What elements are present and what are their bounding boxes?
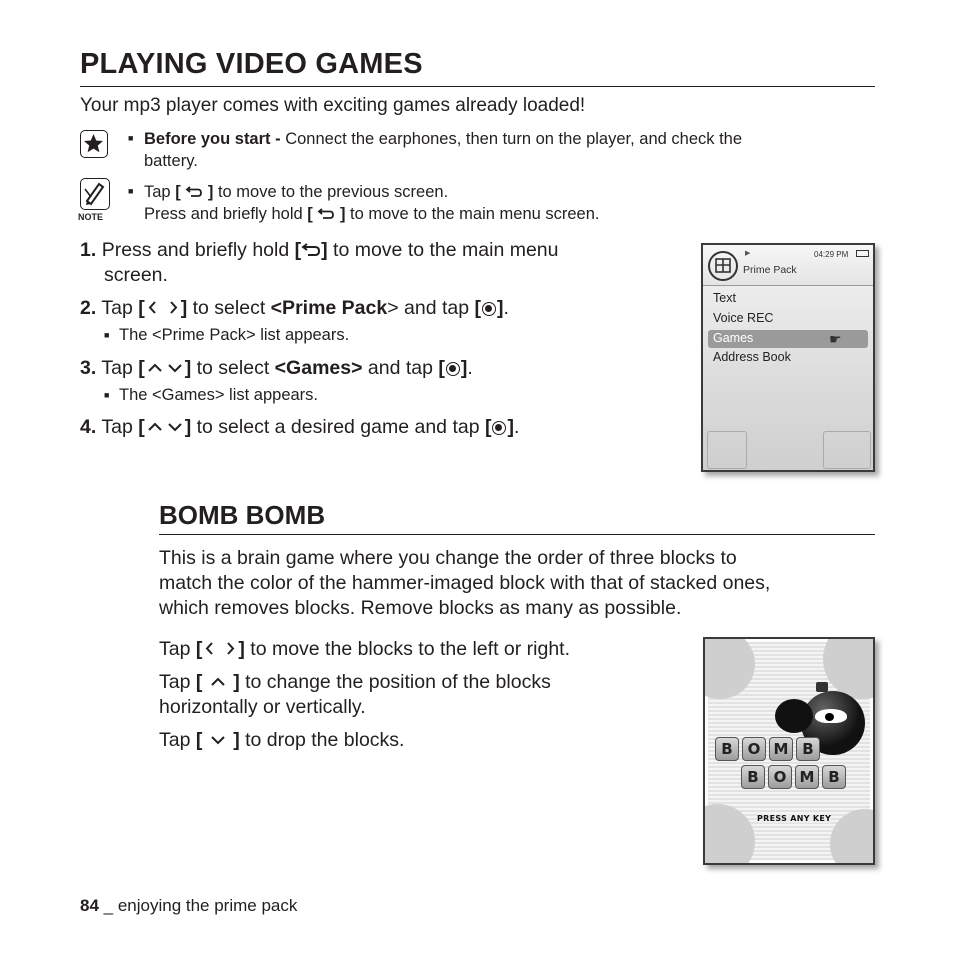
step-1-a: Press and briefly hold: [101, 239, 295, 261]
select-button-ref: [ ]: [484, 416, 514, 438]
step-4-a: Tap: [101, 416, 139, 438]
page-footer: [80, 896, 297, 916]
play-status-icon: ▶: [745, 250, 751, 257]
speaker-decoration: [823, 431, 871, 469]
note-line1-b: to move to the previous screen.: [213, 183, 449, 201]
select-button-ref: [ ]: [474, 297, 504, 319]
section-rule: [159, 534, 875, 535]
note-pencil-icon: [80, 178, 110, 210]
back-button-ref: [ ]: [307, 205, 346, 223]
instr-3-a: Tap: [159, 729, 196, 751]
caution-line2: battery.: [144, 152, 198, 170]
caution-text: [144, 128, 874, 150]
section-title: BOMB BOMB: [159, 500, 326, 530]
logo-tile: M: [769, 737, 793, 761]
step-number: 4.: [80, 416, 97, 438]
step-4-b: to select a desired game and tap: [191, 416, 485, 438]
logo-tile: M: [795, 765, 819, 789]
note-label: NOTE: [78, 212, 104, 222]
desc-line-1: This is a brain game where you change the order of three blocks to: [159, 547, 737, 569]
back-button-ref: [ ]: [294, 239, 328, 261]
instruction-down: [159, 728, 404, 753]
speaker-decoration: [707, 431, 747, 469]
instr-1-a: Tap: [159, 638, 196, 660]
step-3: [80, 356, 473, 381]
step-3-b: to select: [191, 357, 275, 379]
bomb-fuse-icon: [816, 682, 828, 692]
caution-line1: Connect the earphones, then turn on the player, and check the: [280, 130, 743, 148]
left-right-button-ref: [ ]: [138, 297, 188, 319]
step-3-a: Tap: [101, 357, 139, 379]
instr-1-b: to move the blocks to the left or right.: [244, 638, 571, 660]
step-3-c: <Games>: [274, 357, 363, 379]
instr-3-b: to drop the blocks.: [239, 729, 405, 751]
step-2-a: Tap: [101, 297, 139, 319]
logo-tile: B: [741, 765, 765, 789]
logo-tile: B: [715, 737, 739, 761]
menu-item-games[interactable]: Games: [713, 331, 754, 345]
bullet-square: ■: [104, 330, 110, 340]
step-3-d: and tap: [362, 357, 439, 379]
note-line2-a: Press and briefly hold: [144, 205, 308, 223]
bullet-square: ■: [104, 390, 110, 400]
note-line1: [144, 181, 448, 203]
bullet-square: ■: [128, 133, 134, 143]
step-3-e: .: [467, 357, 473, 379]
step-4: [80, 415, 519, 440]
step-2-c: <Prime Pack: [270, 297, 388, 319]
menu-item-address-book[interactable]: Address Book: [713, 350, 791, 364]
logo-tile: O: [768, 765, 792, 789]
note-line2-b: to move to the main menu screen.: [345, 205, 600, 223]
battery-icon: [856, 250, 869, 257]
step-2-e: .: [503, 297, 509, 319]
screen-header-title: Prime Pack: [743, 264, 797, 276]
intro-text: Your mp3 player comes with exciting games already loaded!: [80, 95, 586, 116]
step-2-b: to select: [187, 297, 271, 319]
instruction-up: [159, 670, 551, 695]
screen-top-bar: [703, 245, 873, 286]
note-line1-a: Tap: [144, 183, 176, 201]
step-3-sub: The <Games> list appears.: [119, 386, 319, 404]
up-button-ref: [ ]: [195, 671, 240, 693]
small-bomb-icon: [775, 699, 813, 733]
instr-2-a: Tap: [159, 671, 196, 693]
player-screen-bomb-bomb: [703, 637, 875, 865]
step-2: [80, 296, 509, 321]
pointing-hand-icon: ☛: [829, 331, 842, 347]
footer-section: _ enjoying the prime pack: [98, 896, 298, 915]
step-number: 1.: [80, 239, 97, 261]
note-line2: [144, 203, 600, 225]
step-number: 3.: [80, 357, 97, 379]
bullet-square: ■: [128, 186, 134, 196]
step-1-cont: screen.: [104, 264, 168, 286]
logo-tile: O: [742, 737, 766, 761]
up-down-button-ref: [ ]: [138, 416, 192, 438]
instruction-up-cont: horizontally or vertically.: [159, 696, 366, 718]
step-2-d: > and tap: [387, 297, 475, 319]
step-1: [80, 238, 559, 263]
select-button-ref: [ ]: [438, 357, 468, 379]
step-4-c: .: [513, 416, 520, 438]
down-button-ref: [ ]: [195, 729, 240, 751]
player-screen-prime-pack: [701, 243, 875, 472]
desc-line-3: which removes blocks. Remove blocks as many as possible.: [159, 597, 682, 619]
back-button-ref: [ ]: [175, 183, 214, 201]
clock-text: 04:29 PM: [814, 250, 849, 259]
step-1-b: to move to the main menu: [327, 239, 559, 261]
up-down-button-ref: [ ]: [138, 357, 192, 379]
instr-2-b: to change the position of the blocks: [239, 671, 551, 693]
step-number: 2.: [80, 297, 97, 319]
caution-bold: Before you start -: [144, 130, 281, 148]
page-title: PLAYING VIDEO GAMES: [80, 48, 423, 80]
left-right-button-ref: [ ]: [195, 638, 245, 660]
caution-star-icon: [80, 130, 108, 158]
press-any-key-text: PRESS ANY KEY: [757, 814, 832, 823]
step-2-sub: The <Prime Pack> list appears.: [119, 326, 350, 344]
page-number: 84: [80, 896, 99, 915]
prime-pack-icon: [708, 251, 738, 281]
instruction-left-right: [159, 637, 570, 662]
menu-item-voice-rec[interactable]: Voice REC: [713, 311, 774, 325]
desc-line-2: match the color of the hammer-imaged block with that of stacked ones,: [159, 572, 771, 594]
menu-item-text[interactable]: Text: [713, 291, 736, 305]
title-rule: [80, 86, 875, 87]
logo-tile: B: [822, 765, 846, 789]
logo-tile: B: [796, 737, 820, 761]
